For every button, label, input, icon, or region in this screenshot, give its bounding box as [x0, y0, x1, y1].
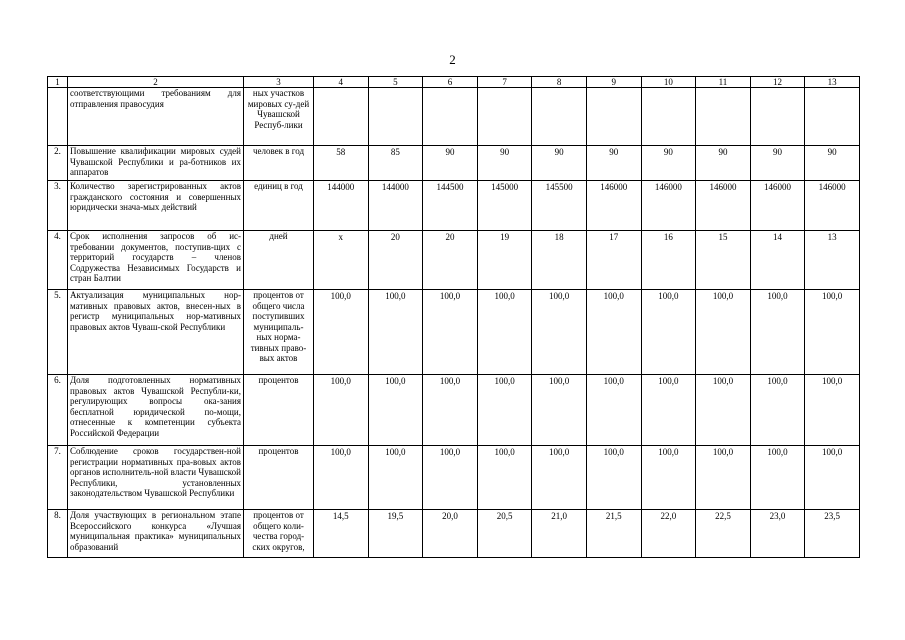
- indicator-name-cell: Актуализация муниципальных нор-мативных правовых актов, внесен-ных в регистр муниципальных нор-мативных правовых актов Чуваш-ской Республики: [68, 290, 244, 375]
- row-number-cell: 2.: [48, 146, 68, 181]
- row-number-cell: 5.: [48, 290, 68, 375]
- value-cell: [532, 88, 587, 146]
- value-cell: 100,0: [805, 375, 860, 446]
- indicators-table: [47, 76, 860, 558]
- value-cell: 145000: [477, 181, 532, 231]
- table-row: [48, 290, 860, 375]
- value-cell: 100,0: [477, 375, 532, 446]
- value-cell: 100,0: [750, 446, 805, 510]
- value-cell: 23,5: [805, 510, 860, 558]
- unit-cell: ных участков мировых су-дей Чувашской Респуб-лики: [244, 88, 314, 146]
- value-cell: 23,0: [750, 510, 805, 558]
- indicator-name-cell: Повышение квалификации мировых судей Чувашской Республики и ра-ботников их аппаратов: [68, 146, 244, 181]
- value-cell: 100,0: [532, 290, 587, 375]
- header-cell: 7: [477, 77, 532, 88]
- value-cell: 90: [586, 146, 641, 181]
- value-cell: 145500: [532, 181, 587, 231]
- value-cell: 22,0: [641, 510, 696, 558]
- header-cell: 12: [750, 77, 805, 88]
- unit-cell: человек в год: [244, 146, 314, 181]
- value-cell: 20: [423, 231, 478, 290]
- unit-cell: процентов: [244, 446, 314, 510]
- value-cell: 100,0: [696, 446, 751, 510]
- unit-cell: процентов от общего числа поступивших муниципаль-ных норма-тивных право-вых актов: [244, 290, 314, 375]
- value-cell: [423, 88, 478, 146]
- value-cell: 20,5: [477, 510, 532, 558]
- indicator-name-cell: Доля подготовленных нормативных правовых актов Чувашской Республи-ки, регулирующих вопросы ока-зания бесплатной юридической по-мощи, отнесенные к компетенции субъекта Российской Федерации: [68, 375, 244, 446]
- value-cell: 100,0: [696, 290, 751, 375]
- value-cell: 146000: [586, 181, 641, 231]
- value-cell: 14: [750, 231, 805, 290]
- value-cell: 13: [805, 231, 860, 290]
- value-cell: 15: [696, 231, 751, 290]
- indicator-name-cell: Доля участвующих в региональном этапе Всероссийского конкурса «Лучшая муниципальная практика» муниципальных образований: [68, 510, 244, 558]
- header-cell: 10: [641, 77, 696, 88]
- page-number: 2: [449, 52, 456, 67]
- value-cell: 90: [641, 146, 696, 181]
- value-cell: 100,0: [532, 375, 587, 446]
- value-cell: [477, 88, 532, 146]
- value-cell: 100,0: [477, 446, 532, 510]
- table-row: [48, 446, 860, 510]
- value-cell: 19,5: [368, 510, 423, 558]
- value-cell: 144000: [368, 181, 423, 231]
- value-cell: 19: [477, 231, 532, 290]
- value-cell: 90: [532, 146, 587, 181]
- value-cell: 100,0: [586, 446, 641, 510]
- unit-cell: процентов от общего коли-чества город-ских округов,: [244, 510, 314, 558]
- value-cell: 18: [532, 231, 587, 290]
- value-cell: 85: [368, 146, 423, 181]
- row-number-cell: 6.: [48, 375, 68, 446]
- row-number-cell: 4.: [48, 231, 68, 290]
- value-cell: [750, 88, 805, 146]
- table-row: [48, 181, 860, 231]
- value-cell: 100,0: [586, 290, 641, 375]
- header-cell: 8: [532, 77, 587, 88]
- value-cell: 21,5: [586, 510, 641, 558]
- indicator-name-cell: Количество зарегистрированных актов гражданского состояния и совершенных юридически знача-мых действий: [68, 181, 244, 231]
- value-cell: 100,0: [750, 290, 805, 375]
- value-cell: 146000: [750, 181, 805, 231]
- value-cell: [368, 88, 423, 146]
- header-cell: 3: [244, 77, 314, 88]
- indicator-name-cell: Соблюдение сроков государствен-ной регистрации нормативных пра-вовых актов органов исполнитель-ной власти Чувашской Республики, установленных законодательством Чувашской Республики: [68, 446, 244, 510]
- value-cell: 100,0: [532, 446, 587, 510]
- value-cell: 100,0: [805, 446, 860, 510]
- unit-cell: единиц в год: [244, 181, 314, 231]
- value-cell: 100,0: [314, 446, 369, 510]
- value-cell: 100,0: [368, 446, 423, 510]
- value-cell: 146000: [805, 181, 860, 231]
- row-number-cell: 3.: [48, 181, 68, 231]
- table-row: [48, 375, 860, 446]
- value-cell: [314, 88, 369, 146]
- value-cell: 100,0: [477, 290, 532, 375]
- value-cell: 14,5: [314, 510, 369, 558]
- value-cell: 100,0: [696, 375, 751, 446]
- value-cell: 100,0: [641, 290, 696, 375]
- value-cell: 144500: [423, 181, 478, 231]
- value-cell: 100,0: [423, 446, 478, 510]
- unit-cell: дней: [244, 231, 314, 290]
- value-cell: 90: [477, 146, 532, 181]
- value-cell: 100,0: [423, 375, 478, 446]
- header-cell: 9: [586, 77, 641, 88]
- value-cell: 17: [586, 231, 641, 290]
- value-cell: 22,5: [696, 510, 751, 558]
- table-row: [48, 146, 860, 181]
- indicator-name-cell: Срок исполнения запросов об ис-требовании документов, поступив-щих с территорий государств – членов Содружества Независимых Государств и стран Балтии: [68, 231, 244, 290]
- value-cell: 90: [423, 146, 478, 181]
- row-number-cell: 8.: [48, 510, 68, 558]
- value-cell: 100,0: [641, 446, 696, 510]
- header-cell: 1: [48, 77, 68, 88]
- table-row: [48, 510, 860, 558]
- value-cell: [805, 88, 860, 146]
- value-cell: 58: [314, 146, 369, 181]
- unit-cell: процентов: [244, 375, 314, 446]
- value-cell: 100,0: [641, 375, 696, 446]
- value-cell: 20: [368, 231, 423, 290]
- value-cell: 21,0: [532, 510, 587, 558]
- value-cell: 144000: [314, 181, 369, 231]
- value-cell: 100,0: [423, 290, 478, 375]
- value-cell: [696, 88, 751, 146]
- value-cell: 90: [696, 146, 751, 181]
- row-number-cell: [48, 88, 68, 146]
- header-cell: 13: [805, 77, 860, 88]
- header-cell: 4: [314, 77, 369, 88]
- value-cell: 100,0: [586, 375, 641, 446]
- value-cell: 100,0: [368, 375, 423, 446]
- table-row: [48, 231, 860, 290]
- value-cell: [641, 88, 696, 146]
- table-row: [48, 88, 860, 146]
- indicator-name-cell: соответствующими требованиям для отправления правосудия: [68, 88, 244, 146]
- value-cell: 20,0: [423, 510, 478, 558]
- header-cell: 5: [368, 77, 423, 88]
- header-row: [48, 77, 860, 88]
- value-cell: 100,0: [368, 290, 423, 375]
- value-cell: 146000: [696, 181, 751, 231]
- value-cell: 90: [805, 146, 860, 181]
- value-cell: 100,0: [314, 290, 369, 375]
- value-cell: 16: [641, 231, 696, 290]
- row-number-cell: 7.: [48, 446, 68, 510]
- value-cell: х: [314, 231, 369, 290]
- value-cell: 90: [750, 146, 805, 181]
- value-cell: 146000: [641, 181, 696, 231]
- header-cell: 2: [68, 77, 244, 88]
- value-cell: 100,0: [314, 375, 369, 446]
- header-cell: 11: [696, 77, 751, 88]
- header-cell: 6: [423, 77, 478, 88]
- value-cell: 100,0: [805, 290, 860, 375]
- value-cell: 100,0: [750, 375, 805, 446]
- value-cell: [586, 88, 641, 146]
